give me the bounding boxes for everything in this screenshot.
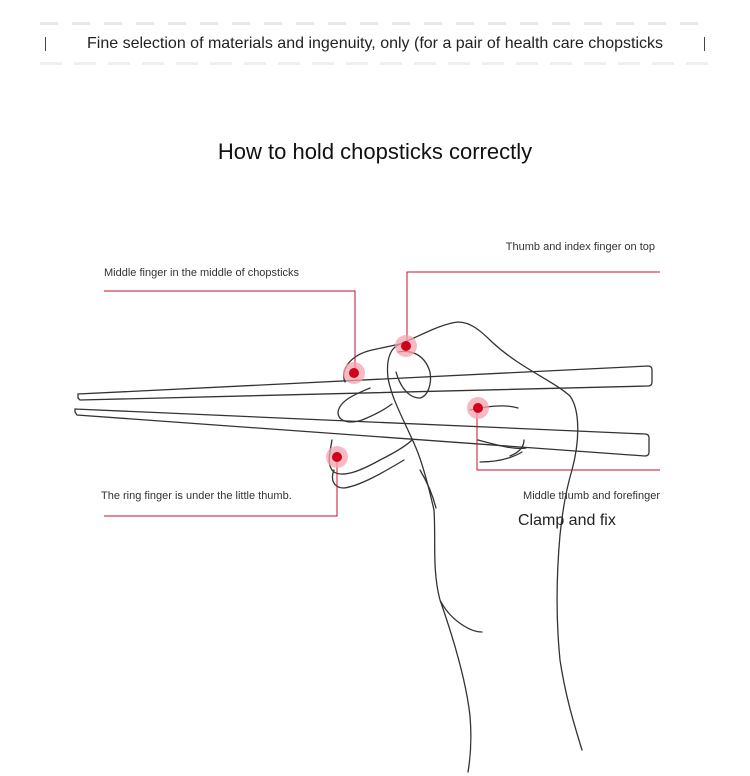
forearm-right xyxy=(557,535,582,750)
thumb xyxy=(388,344,435,510)
palm-curve xyxy=(420,470,436,508)
page-title: How to hold chopsticks correctly xyxy=(217,139,533,164)
hand-outline xyxy=(329,322,582,772)
index-finger xyxy=(344,322,578,535)
callout-line-ring-finger xyxy=(104,457,337,516)
callout-line-thumb-index xyxy=(407,272,660,346)
markers xyxy=(326,335,489,468)
marker-ring-finger xyxy=(332,452,342,462)
chopsticks xyxy=(75,366,652,456)
lower-chopstick xyxy=(75,409,649,456)
forearm-left xyxy=(434,510,482,772)
label-clamp: Clamp and fix xyxy=(518,512,616,529)
label-ring-finger: The ring finger is under the little thumb. xyxy=(101,490,292,502)
label-middle-finger: Middle finger in the middle of chopsticks xyxy=(104,267,300,279)
upper-chopstick xyxy=(78,366,652,400)
marker-thumb-index xyxy=(401,341,411,351)
banner-text: Fine selection of materials and ingenuity, only (for a pair of health care chopsticks xyxy=(87,35,663,52)
marker-middle-thumb xyxy=(473,403,483,413)
callout-line-middle-thumb xyxy=(477,408,660,470)
label-thumb-index: Thumb and index finger on top xyxy=(505,241,655,253)
callout-line-middle-finger xyxy=(104,291,355,373)
callout-lines xyxy=(104,272,660,516)
marker-middle-finger xyxy=(349,368,359,378)
label-middle-thumb: Middle thumb and forefinger xyxy=(523,490,660,502)
